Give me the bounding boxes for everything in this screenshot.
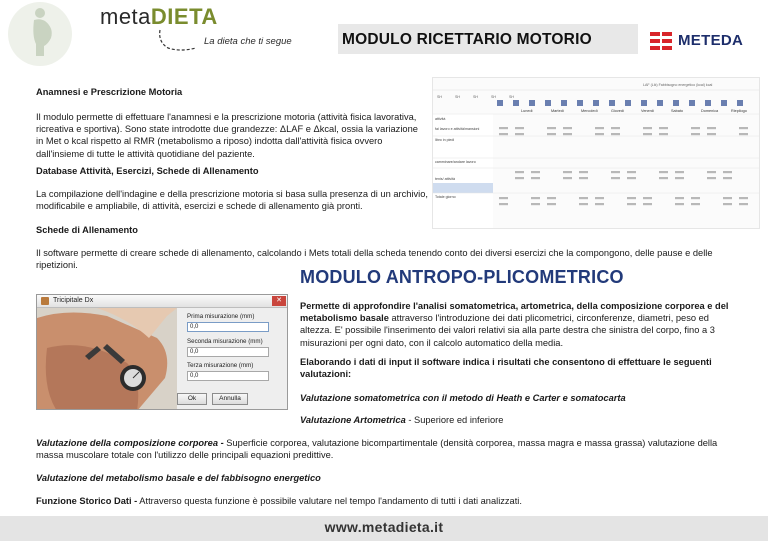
composizione-bold: Valutazione della composizione corporea - (36, 438, 224, 448)
table-cell (739, 203, 748, 205)
day-icon (641, 100, 647, 106)
table-cell (531, 171, 540, 173)
table-cell (531, 203, 540, 205)
table-cell (563, 127, 572, 129)
valutazione-composizione (36, 437, 736, 461)
table-cell (595, 197, 604, 199)
valutazione-artometrica (300, 414, 503, 426)
table-cell (691, 203, 700, 205)
day-icon (577, 100, 583, 106)
table-cell (691, 127, 700, 129)
table-cell (499, 133, 508, 135)
antropo-intro-rest: attraverso l'introduzione dei dati plicometrici, circonferenze, diametri, peso ed altezza. E' possibile l'inserimento dei valori relativi sia alla parte destra che sinistra del corpo, fino a 3 misurazioni per ogni dato, con il calcolo automatico della media. (300, 313, 715, 348)
cancel-button[interactable]: Annulla (212, 393, 248, 405)
table-row-label: camminare/andare lavoro (435, 160, 476, 164)
table-cell (515, 127, 524, 129)
day-label: Domenica (701, 109, 719, 113)
paragraph-antropo-intro (300, 300, 740, 349)
day-icon (721, 100, 727, 106)
logo-tagline: La dieta che ti segue (204, 36, 292, 47)
day-icon (497, 100, 503, 106)
table-cell (675, 197, 684, 199)
day-icon (705, 100, 711, 106)
storico-rest: Attraverso questa funzione è possibile valutare nel tempo l'andamento di tutti i dati analizzati. (137, 496, 522, 506)
table-row-label: Totale giorno (435, 195, 456, 199)
table-cell (515, 133, 524, 135)
table-cell (643, 127, 652, 129)
first-measurement-input[interactable]: 0,0 (187, 322, 269, 332)
storico-bold: Funzione Storico Dati - (36, 496, 138, 506)
table-cell (723, 177, 732, 179)
table-cell (499, 127, 508, 129)
table-row-label: libro in piedi (435, 138, 455, 142)
paragraph-anamnesi: Il modulo permette di effettuare l'anamnesi e la prescrizione motoria (attività fisica lavorativa, ricreativa e sportiva). Sono state introdotte due grandezze: ΔLAF e Δkcal, ossia la variazione in Met o kcal rispetto al RMR (metabolismo a riposo) indotta dall'attività fisica ovvero dall'insieme di tutte le attività quotidiane del paziente. (36, 112, 418, 159)
table-cell (659, 171, 668, 173)
table-cell (659, 127, 668, 129)
table-cell (723, 197, 732, 199)
table-cell (707, 177, 716, 179)
table-cell (707, 133, 716, 135)
svg-text:SH: SH (437, 95, 442, 99)
day-label: Venerdì (641, 109, 655, 113)
footer-url[interactable]: www.metadieta.it (324, 519, 444, 535)
day-icon (689, 100, 695, 106)
artometrica-bold: Valutazione Artometrica (300, 415, 406, 425)
table-cell (659, 133, 668, 135)
paragraph-elaborazione: Elaborando i dati di input il software indica i risultati che consentono di effettuare le seguenti valutazioni: (300, 357, 712, 380)
day-label: Riepilogo (731, 109, 747, 113)
table-cell (547, 133, 556, 135)
day-icon (513, 100, 519, 106)
ok-button[interactable]: Ok (177, 393, 207, 405)
table-row-label: fai lavoro e attività/mansioni (435, 127, 480, 131)
measurement-dialog-screenshot (36, 294, 288, 410)
meteda-logo (650, 30, 760, 52)
table-cell (691, 197, 700, 199)
dialog-title: Tricipitale Dx (53, 297, 94, 304)
brand-name: METEDA (678, 32, 744, 49)
svg-text:SH: SH (509, 95, 514, 99)
dialog-titlebar (37, 295, 288, 308)
paragraph-database: La compilazione dell'indagine e della prescrizione motoria si basa sulla presenza di un archivio, modificabile e ampliabile, di attività, esercizi e schede di allenamento già pronti. (36, 189, 428, 212)
table-cell (627, 197, 636, 199)
table-cell (499, 197, 508, 199)
logo-wordmark: metaDIETA (100, 4, 218, 29)
table-cell (547, 197, 556, 199)
table-cell (707, 171, 716, 173)
table-cell (595, 133, 604, 135)
day-label: Giovedì (611, 109, 625, 113)
heading-anamnesi: Anamnesi e Prescrizione Motoria (36, 87, 183, 97)
first-measurement-label: Prima misurazione (mm) (187, 313, 255, 320)
table-cell (611, 127, 620, 129)
pregnant-woman-icon (20, 6, 60, 58)
second-measurement-label: Seconda misurazione (mm) (187, 338, 263, 345)
paragraph-schede: Il software permette di creare schede di allenamento, calcolando i Mets totali della scheda tenendo conto dei diversi esercizi che la compongono, delle pause e delle ripetizioni. (36, 248, 713, 271)
day-icon (561, 100, 567, 106)
table-cell (563, 177, 572, 179)
table-cell (675, 171, 684, 173)
day-label: Martedì (551, 109, 564, 113)
table-cell (563, 171, 572, 173)
table-cell (675, 203, 684, 205)
table-cell (739, 133, 748, 135)
table-cell (627, 171, 636, 173)
table-cell (643, 203, 652, 205)
table-cell (579, 197, 588, 199)
section-title-antropo: MODULO ANTROPO-PLICOMETRICO (300, 267, 624, 287)
composizione-rest: Superficie corporea, valutazione bicompartimentale (densità corporea, massa magra e massa grassa) valutazione della massa muscolare totale con l'utilizzo delle principali equazioni predittive. (36, 438, 718, 461)
table-row-label: tenis/ attività (435, 177, 455, 181)
day-icon (593, 100, 599, 106)
table-header-right: LAF (Lik) Fabbisogno energetico (kcal) kcal (643, 83, 713, 87)
table-cell (675, 177, 684, 179)
activity-table-graphic (433, 78, 760, 229)
table-cell (739, 197, 748, 199)
table-cell (595, 127, 604, 129)
meteda-mark-icon (650, 32, 674, 50)
day-icon (625, 100, 631, 106)
table-cell (499, 203, 508, 205)
table-cell (515, 177, 524, 179)
table-cell (579, 171, 588, 173)
table-cell (547, 203, 556, 205)
third-measurement-input[interactable]: 0,0 (187, 371, 269, 381)
svg-text:SH: SH (455, 95, 460, 99)
second-measurement-input[interactable]: 0,0 (187, 347, 269, 357)
valutazione-somatometrica: Valutazione somatometrica con il metodo di Heath e Carter e somatocarta (300, 393, 626, 403)
caliper-measurement-illustration (37, 308, 177, 410)
table-cell (515, 171, 524, 173)
table-row-label: attività (435, 117, 446, 121)
table-cell (739, 127, 748, 129)
table-cell (611, 133, 620, 135)
artometrica-rest: - Superiore ed inferiore (405, 415, 504, 425)
svg-text:SH: SH (473, 95, 478, 99)
table-cell (723, 203, 732, 205)
day-label: Sabato (671, 109, 684, 113)
antropo-intro-bold: Permette di approfondire l'analisi somatometrica, artometrica, della composizione corporea e del metabolismo basale (300, 301, 729, 324)
table-cell (659, 177, 668, 179)
day-icon (657, 100, 663, 106)
table-cell (531, 177, 540, 179)
activity-table-screenshot (432, 77, 760, 229)
day-icon (529, 100, 535, 106)
heading-schede: Schede di Allenamento (36, 225, 138, 235)
table-cell (691, 133, 700, 135)
table-cell (643, 197, 652, 199)
heading-database: Database Attività, Esercizi, Schede di Allenamento (36, 166, 259, 176)
table-cell (627, 177, 636, 179)
app-icon (41, 297, 49, 305)
day-label: Mercoledì (581, 109, 598, 113)
table-cell (547, 127, 556, 129)
third-measurement-label: Terza misurazione (mm) (187, 362, 254, 369)
close-icon[interactable]: ✕ (272, 296, 286, 306)
table-cell (627, 203, 636, 205)
day-icon (737, 100, 743, 106)
table-cell (531, 197, 540, 199)
logo (6, 0, 306, 62)
valutazione-metabolismo: Valutazione del metabolismo basale e del fabbisogno energetico (36, 473, 321, 483)
table-cell (707, 127, 716, 129)
day-icon (545, 100, 551, 106)
table-cell (643, 133, 652, 135)
svg-text:SH: SH (491, 95, 496, 99)
table-cell (579, 203, 588, 205)
funzione-storico (36, 495, 736, 507)
table-cell (579, 177, 588, 179)
table-cell (563, 133, 572, 135)
day-icon (609, 100, 615, 106)
table-cell (611, 171, 620, 173)
table-cell (611, 177, 620, 179)
day-label: Lunedì (521, 109, 533, 113)
day-icon (673, 100, 679, 106)
table-cell (595, 203, 604, 205)
table-cell (723, 171, 732, 173)
page-title: MODULO RICETTARIO MOTORIO (342, 31, 592, 48)
